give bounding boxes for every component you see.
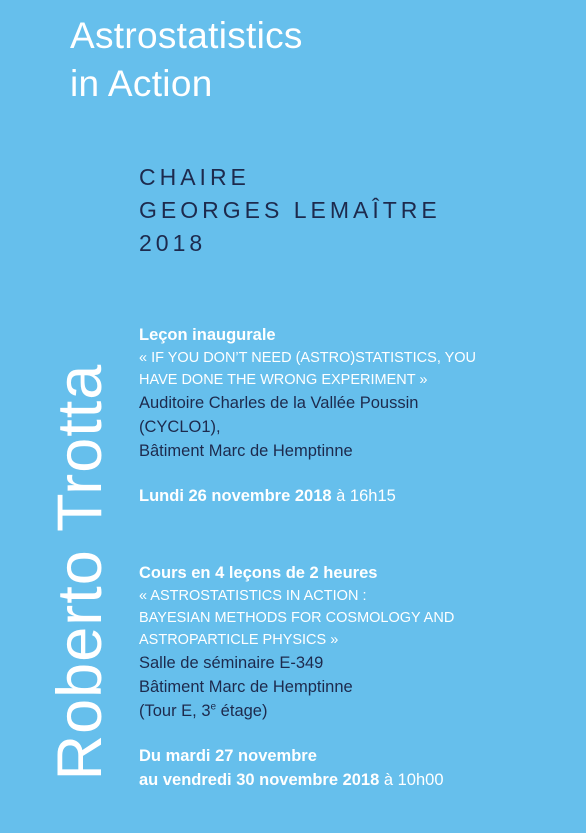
inaugural-quote-line-1: « IF YOU DON’T NEED (ASTRO)STATISTICS, YOU bbox=[139, 350, 477, 366]
course-venue-line-3 bbox=[139, 699, 579, 723]
speaker-name: Roberto Trotta bbox=[45, 363, 115, 781]
chair-line-2: GEORGES LEMAÎTRE bbox=[139, 197, 441, 223]
course-heading: Cours en 4 leçons de 2 heures bbox=[139, 564, 378, 582]
chair-line-1: CHAIRE bbox=[139, 164, 250, 190]
chair-name bbox=[139, 161, 441, 260]
course-quote-line-2: BAYESIAN METHODS FOR COSMOLOGY AND bbox=[139, 610, 455, 626]
course-date-end: au vendredi 30 novembre 2018 bbox=[139, 771, 380, 789]
inaugural-heading: Leçon inaugurale bbox=[139, 326, 276, 344]
inaugural-venue-line-1: Auditoire Charles de la Vallée Poussin bbox=[139, 394, 419, 412]
event-title-line-2: in Action bbox=[70, 63, 213, 104]
chair-line-3: 2018 bbox=[139, 230, 207, 256]
inaugural-quote-line-2: HAVE DONE THE WRONG EXPERIMENT » bbox=[139, 372, 428, 388]
course-venue-floor-sup: e bbox=[210, 701, 217, 713]
course-quote-line-3: ASTROPARTICLE PHYSICS » bbox=[139, 632, 339, 648]
course-quote-line-1: « ASTROSTATISTICS IN ACTION : bbox=[139, 588, 367, 604]
course-date-start: Du mardi 27 novembre bbox=[139, 747, 317, 765]
inaugural-lecture-section bbox=[139, 323, 579, 508]
course-venue-floor-suffix: étage) bbox=[216, 702, 268, 720]
speaker-name-container bbox=[42, 330, 118, 814]
course-venue-line-1: Salle de séminaire E-349 bbox=[139, 654, 324, 672]
spacer bbox=[139, 463, 579, 484]
event-title-line-1: Astrostatistics bbox=[70, 15, 303, 56]
course-date-time: à 10h00 bbox=[379, 771, 444, 789]
course-venue-floor-prefix: (Tour E, 3 bbox=[139, 702, 211, 720]
inaugural-date bbox=[139, 484, 579, 508]
spacer bbox=[139, 723, 579, 744]
inaugural-venue-line-3: Bâtiment Marc de Hemptinne bbox=[139, 442, 353, 460]
event-title bbox=[70, 12, 303, 108]
inaugural-date-day: Lundi 26 novembre 2018 bbox=[139, 487, 332, 505]
course-venue-line-2: Bâtiment Marc de Hemptinne bbox=[139, 678, 353, 696]
course-section bbox=[139, 561, 579, 792]
course-date-line-2 bbox=[139, 768, 579, 792]
inaugural-venue-line-2: (CYCLO1), bbox=[139, 418, 221, 436]
inaugural-date-time: à 16h15 bbox=[331, 487, 396, 505]
course-date-line-1 bbox=[139, 744, 579, 768]
